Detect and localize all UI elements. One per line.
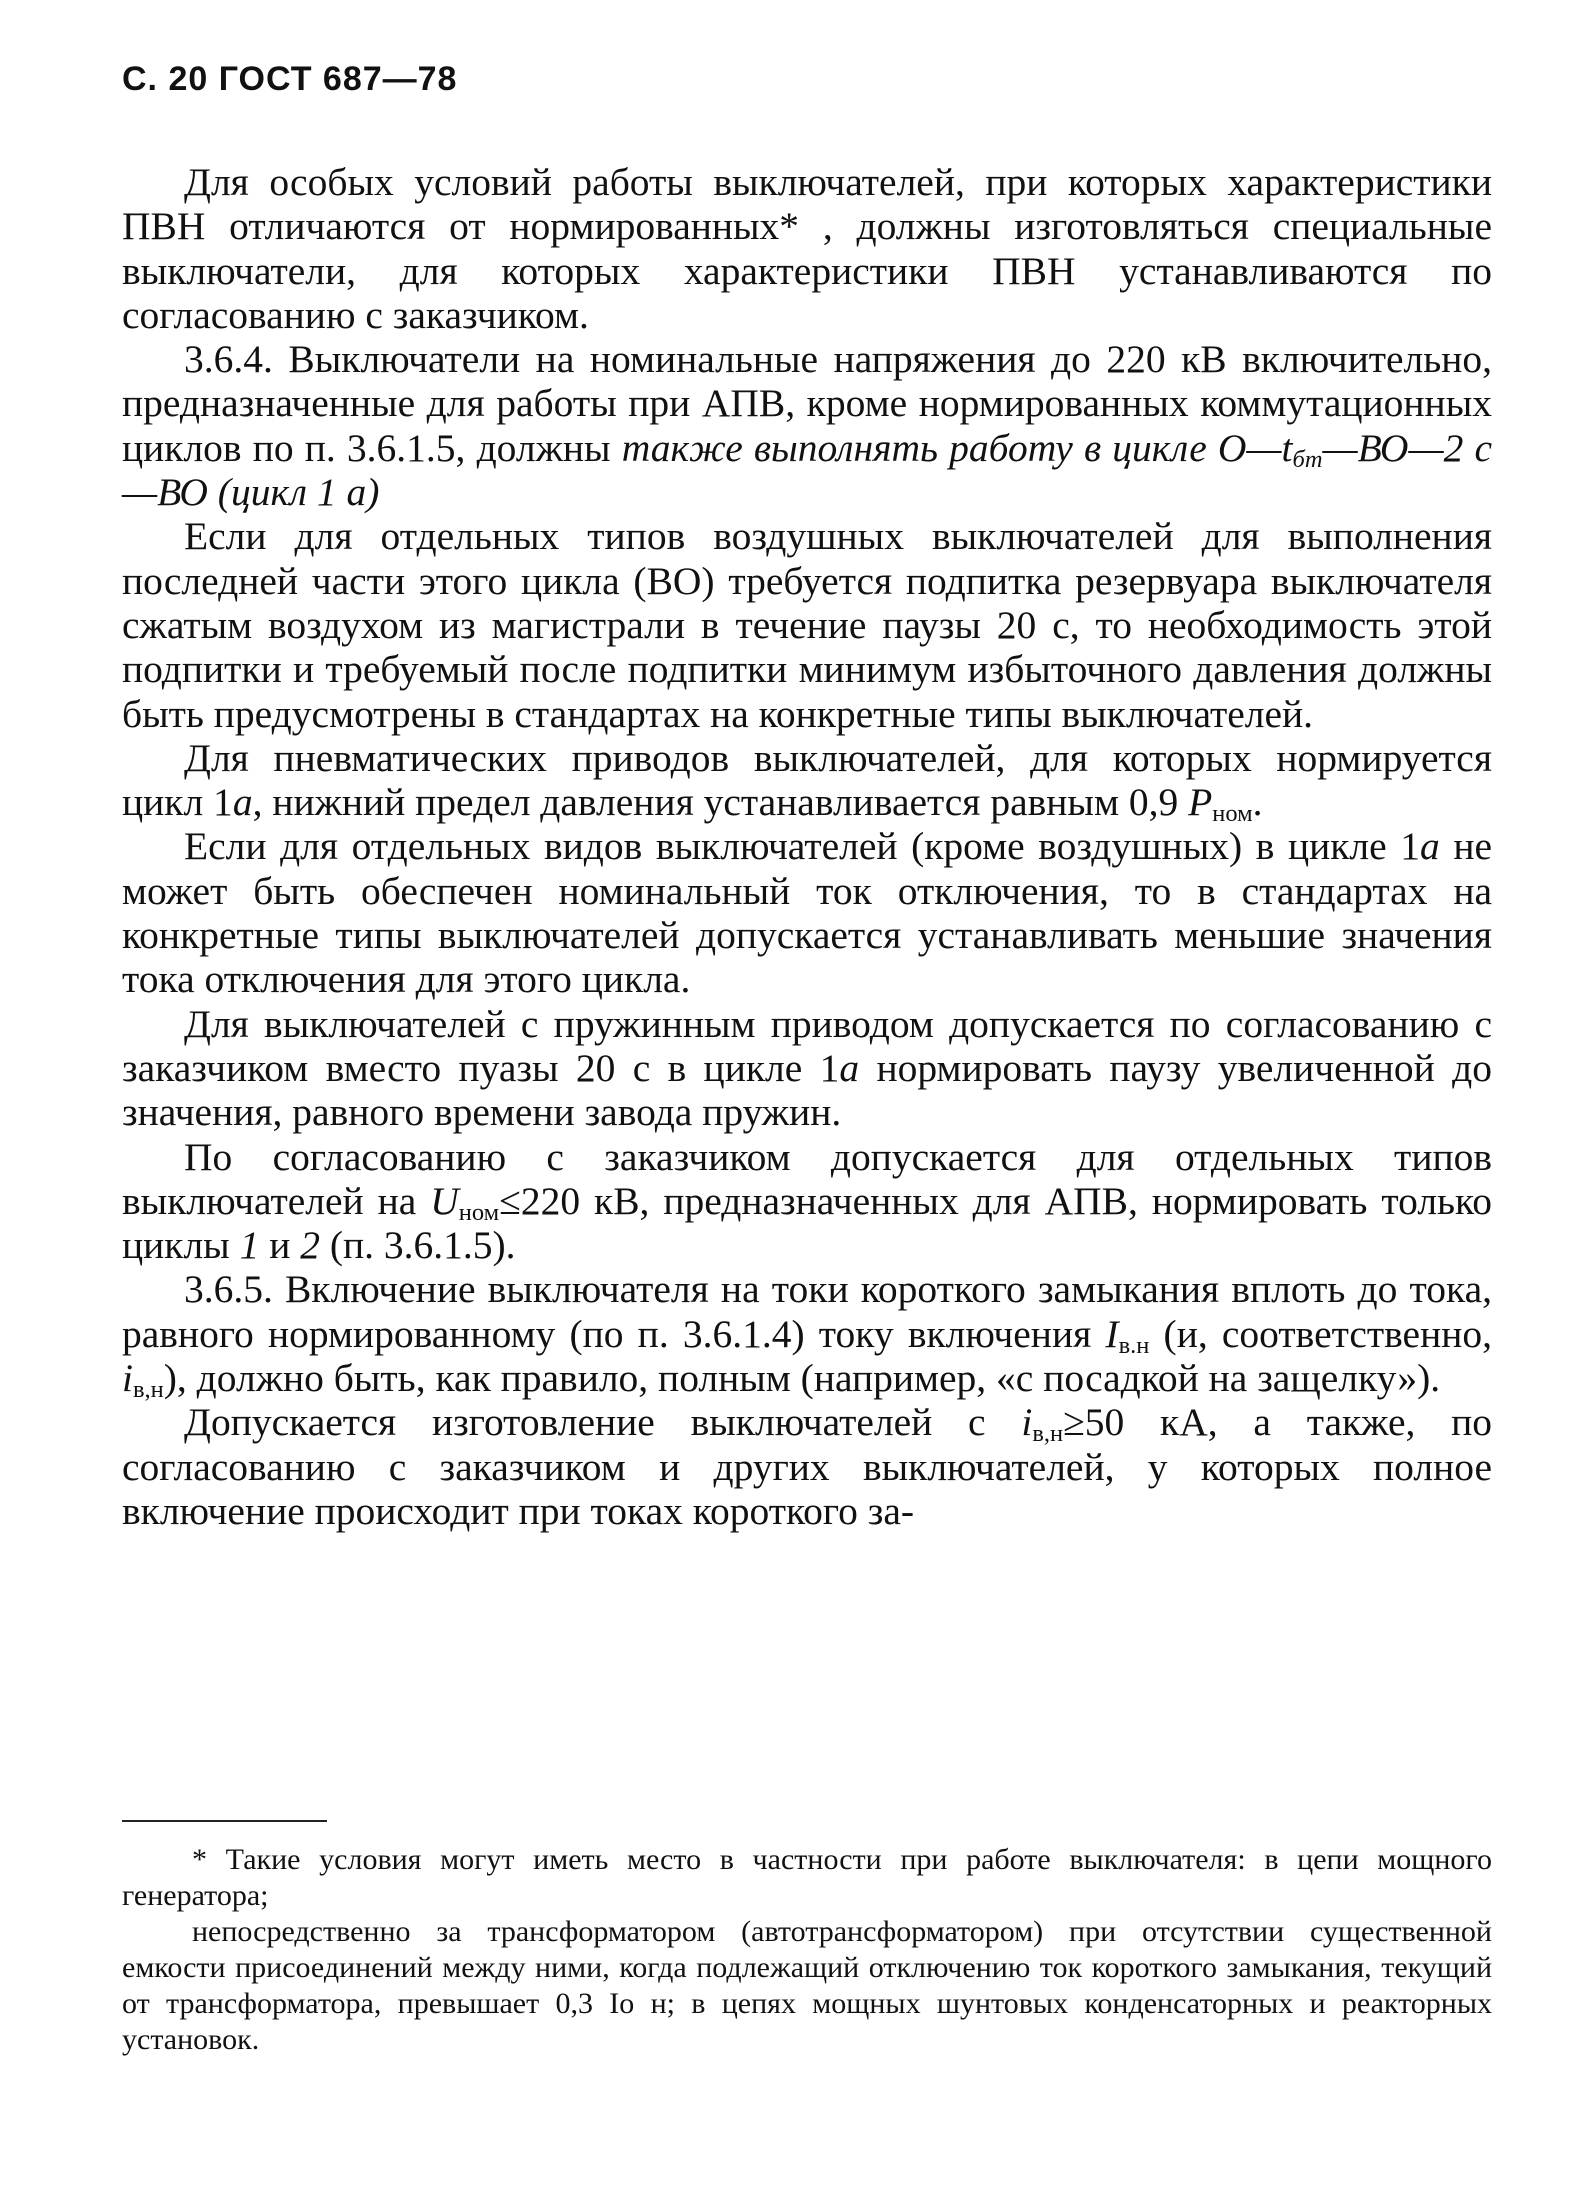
subscript: в,н: [1032, 1420, 1064, 1448]
cycle-letter: а: [232, 780, 253, 825]
footnote: [122, 1842, 1492, 1914]
paragraph: [122, 1002, 1492, 1135]
current-symbol: i: [1021, 1400, 1033, 1445]
paragraph-text: Если для отдельных видов выключателей (кроме воздушных) в цикле 1: [184, 824, 1420, 869]
voltage-symbol: U: [430, 1178, 459, 1223]
paragraph-text: (п. 3.6.1.5).: [319, 1223, 516, 1268]
paragraph-3-6-4: [122, 337, 1492, 514]
subscript: бт: [1292, 445, 1323, 473]
current-symbol: i: [122, 1356, 133, 1401]
paragraph: [122, 1135, 1492, 1268]
paragraph-text: ), должно быть, как правило, полным (например, «с посадкой на защелку»).: [163, 1356, 1441, 1401]
footnote-text: непосредственно за трансформатором (автотрансформатором) при отсутствии существенной емкости присоединений между ними, когда подлежащий отключению ток короткого замыкания, текущий от трансформатора, превышает 0,3: [122, 1915, 1492, 2020]
running-header: С. 20 ГОСТ 687—78: [122, 60, 458, 98]
paragraph-text: Для пневматических приводов выключателей, для которых нормируется цикл 1: [122, 735, 1492, 825]
paragraph-text: (и, соответственно,: [1149, 1311, 1492, 1356]
paragraph: [122, 824, 1492, 1001]
paragraph-text: Если для отдельных типов воздушных выключателей для выполнения последней части этого цикла (ВО) требуется подпитка резервуара выключателя сжатым воздухом из магистрали в течение паузы 20 с, то необходимость этой подпитки и требуемый после подпитки минимум избыточного давления должны быть предусмотрены в стандартах на конкретные типы выключателей.: [122, 514, 1492, 736]
subscript: о н: [619, 1987, 667, 2020]
paragraph-text: Для особых условий работы выключателей, при которых характеристики ПВН отличаются от нормированных* , должны изготовляться специальные выключатели, для которых характеристики ПВН устанавливаются по согласованию с заказчиком.: [122, 160, 1492, 337]
paragraph-text: ≤220 кВ, предназначенных для АПВ, нормировать только циклы: [122, 1178, 1492, 1268]
cycle-number: 1: [239, 1223, 260, 1268]
paragraph-text: не может быть обеспечен номинальный ток отключения, то в стандартах на конкретные типы выключателей допускается устанавливать меньшие значения тока отключения для этого цикла.: [122, 824, 1493, 1002]
footnote-divider: [122, 1820, 327, 1822]
paragraph-3-6-5: [122, 1267, 1492, 1404]
footnote-text: * Такие условия могут иметь место в частности при работе выключателя: в цепи мощного генератора;: [122, 1843, 1492, 1912]
paragraph: [122, 160, 1492, 337]
cycle-letter: а: [1420, 824, 1440, 869]
footnotes: [122, 1842, 1492, 2058]
subscript: в.н: [1118, 1331, 1150, 1359]
paragraph: [122, 514, 1492, 735]
paragraph-text: 3.6.4. Выключатели на номинальные напряжения до 220 кВ включительно, предназначенные для работы при АПВ, кроме нормированных коммутационных циклов по п. 3.6.1.5, должны: [122, 337, 1492, 470]
paragraph-text: нормировать паузу увеличенной до значения, равного времени завода пружин.: [122, 1045, 1492, 1135]
main-text: [122, 160, 1492, 1533]
cycle-number: 2: [300, 1223, 320, 1268]
cycle-letter: а: [839, 1045, 860, 1090]
subscript: ном: [1212, 800, 1253, 828]
paragraph-text: .: [1252, 780, 1263, 825]
paragraph-text: Для выключателей с пружинным приводом допускается по согласованию с заказчиком вместо пуазы 20 с в цикле 1: [122, 1001, 1492, 1090]
paragraph: [122, 1400, 1492, 1533]
paragraph-text: Допускается изготовление выключателей с: [184, 1400, 1022, 1445]
subscript: ном: [458, 1198, 500, 1226]
paragraph-text: , нижний предел давления устанавливается равным 0,9: [252, 780, 1189, 825]
paragraph-text: По согласованию с заказчиком допускается для отдельных типов выключателей на: [122, 1134, 1492, 1223]
footnote-continued: [122, 1914, 1492, 2058]
cycle-formula: также выполнять работу в цикле O—t: [621, 425, 1293, 470]
pressure-symbol: Р: [1188, 780, 1213, 825]
cycle-formula-tail: —ВО—2 с—ВО (цикл 1 a): [122, 425, 1493, 515]
paragraph-text: ≥50 кА, а также, по согласованию с заказчиком и других выключателей, у которых полное включение происходит при токах короткого за-: [122, 1400, 1492, 1533]
current-symbol: I: [1105, 1311, 1119, 1356]
current-symbol: I: [609, 1987, 620, 2020]
paragraph-text: 3.6.5. Включение выключателя на токи короткого замыкания вплоть до тока, равного нормированному (по п. 3.6.1.4) току включения: [122, 1267, 1492, 1356]
paragraph: [122, 735, 1492, 828]
footnote-text: ; в цепях мощных шунтовых конденсаторных и реакторных установок.: [122, 1987, 1492, 2056]
subscript: в,н: [132, 1376, 164, 1404]
paragraph-text: и: [259, 1223, 301, 1268]
